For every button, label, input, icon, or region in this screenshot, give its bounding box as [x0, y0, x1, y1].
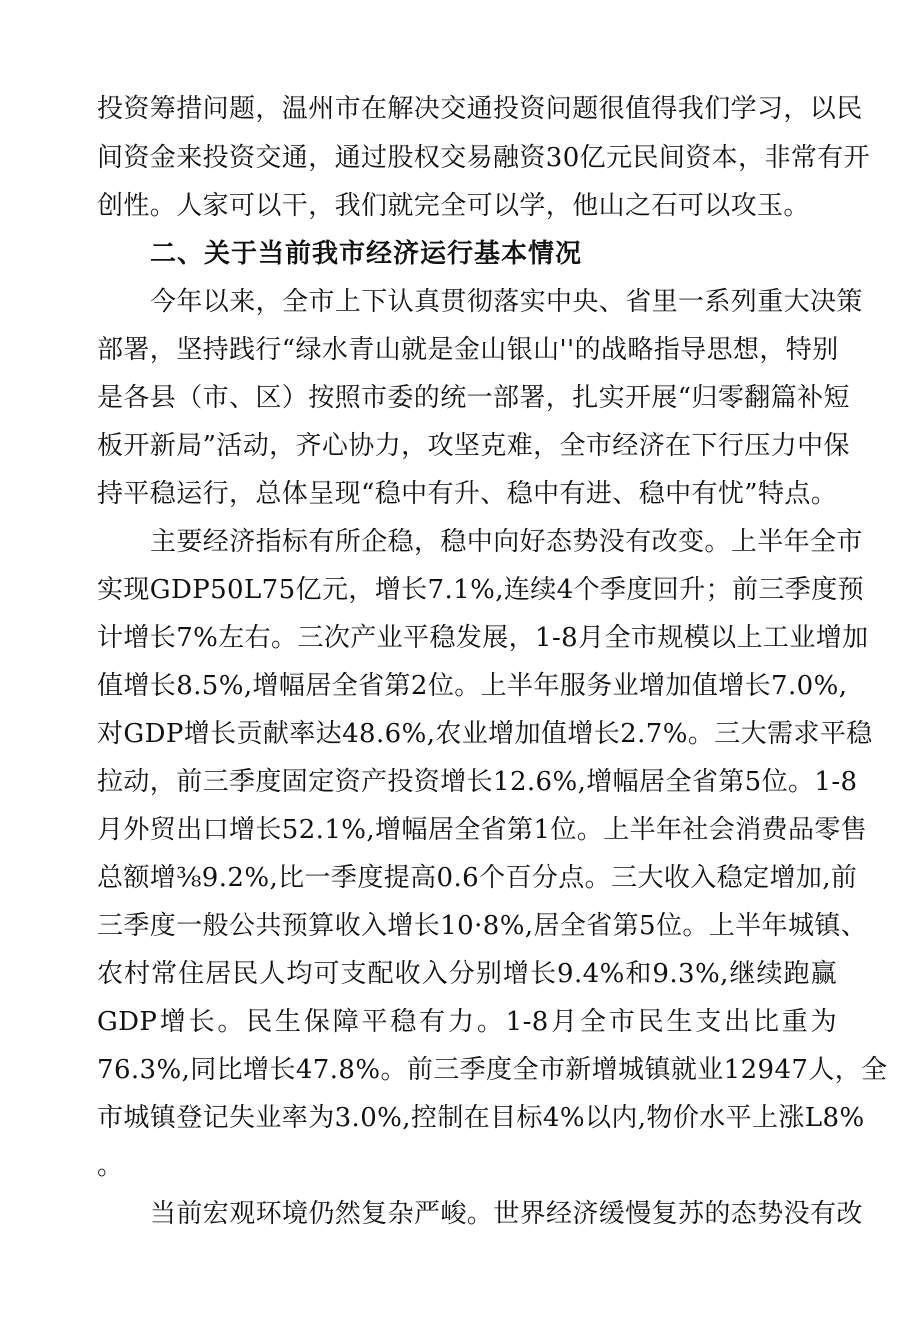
text-line: 持平稳运行，总体呈现“稳中有升、稳中有进、稳中有忧”特点。: [97, 479, 838, 509]
text-line: 76.3%,同比增长47.8%。前三季度全市新增城镇就业12947人，全: [97, 1055, 888, 1085]
text-line: 实现GDP50L75亿元，增长7.1%,连续4个季度回升；前三季度预: [97, 575, 865, 605]
text-line: 总额增⅜9.2%,比一季度提高0.6个百分点。三大收入稳定增加,前: [97, 863, 858, 893]
text-line: 市城镇登记失业率为3.0%,控制在目标4%以内,物价水平上涨L8%: [97, 1103, 865, 1133]
text-line: 是各县（市、区）按照市委的统一部署，扎实开展“归零翻篇补短: [97, 383, 850, 413]
text-line: 计增长7%左右。三次产业平稳发展，1-8月全市规模以上工业增加: [97, 623, 869, 653]
text-line: 间资金来投资交通，通过股权交易融资30亿元民间资本，非常有开: [97, 143, 871, 173]
text-line: 部署，坚持践行“绿水青山就是金山银山''的战略指导思想，特别: [97, 335, 839, 365]
text-line: 值增长8.5%,增幅居全省第2位。上半年服务业增加值增长7.0%,: [97, 671, 848, 701]
text-line: GDP增长。民生保障平稳有力。1-8月全市民生支出比重为: [97, 1007, 837, 1037]
text-line: 农村常住居民人均可支配收入分别增长9.4%和9.3%,继续跑赢: [97, 959, 837, 989]
text-line: 主要经济指标有所企稳，稳中向好态势没有改变。上半年全市: [150, 527, 863, 557]
text-line: 板开新局”活动，齐心协力，攻坚克难，全市经济在下行压力中保: [97, 431, 850, 461]
text-line: 投资筹措问题，温州市在解决交通投资问题很值得我们学习，以民: [97, 94, 863, 124]
text-line: 拉动，前三季度固定资产投资增长12.6%,增幅居全省第5位。1-8: [97, 767, 858, 797]
text-line: 创性。人家可以干，我们就完全可以学，他山之石可以攻玉。: [97, 191, 810, 221]
text-line: 当前宏观环境仍然复杂严峻。世界经济缓慢复苏的态势没有改: [150, 1199, 863, 1229]
text-line: 三季度一般公共预算收入增长10·8%,居全省第5位。上半年城镇、: [97, 911, 868, 941]
text-line: 。: [97, 1151, 124, 1181]
text-line: 今年以来，全市上下认真贯彻落实中央、省里一系列重大决策: [150, 287, 863, 317]
section-heading: 二、关于当前我市经济运行基本情况: [150, 239, 583, 269]
text-line: 月外贸出口增长52.1%,增幅居全省第1位。上半年社会消费品零售: [97, 815, 868, 845]
text-line: 对GDP增长贡献率达48.6%,农业增加值增长2.7%。三大需求平稳: [97, 719, 873, 749]
